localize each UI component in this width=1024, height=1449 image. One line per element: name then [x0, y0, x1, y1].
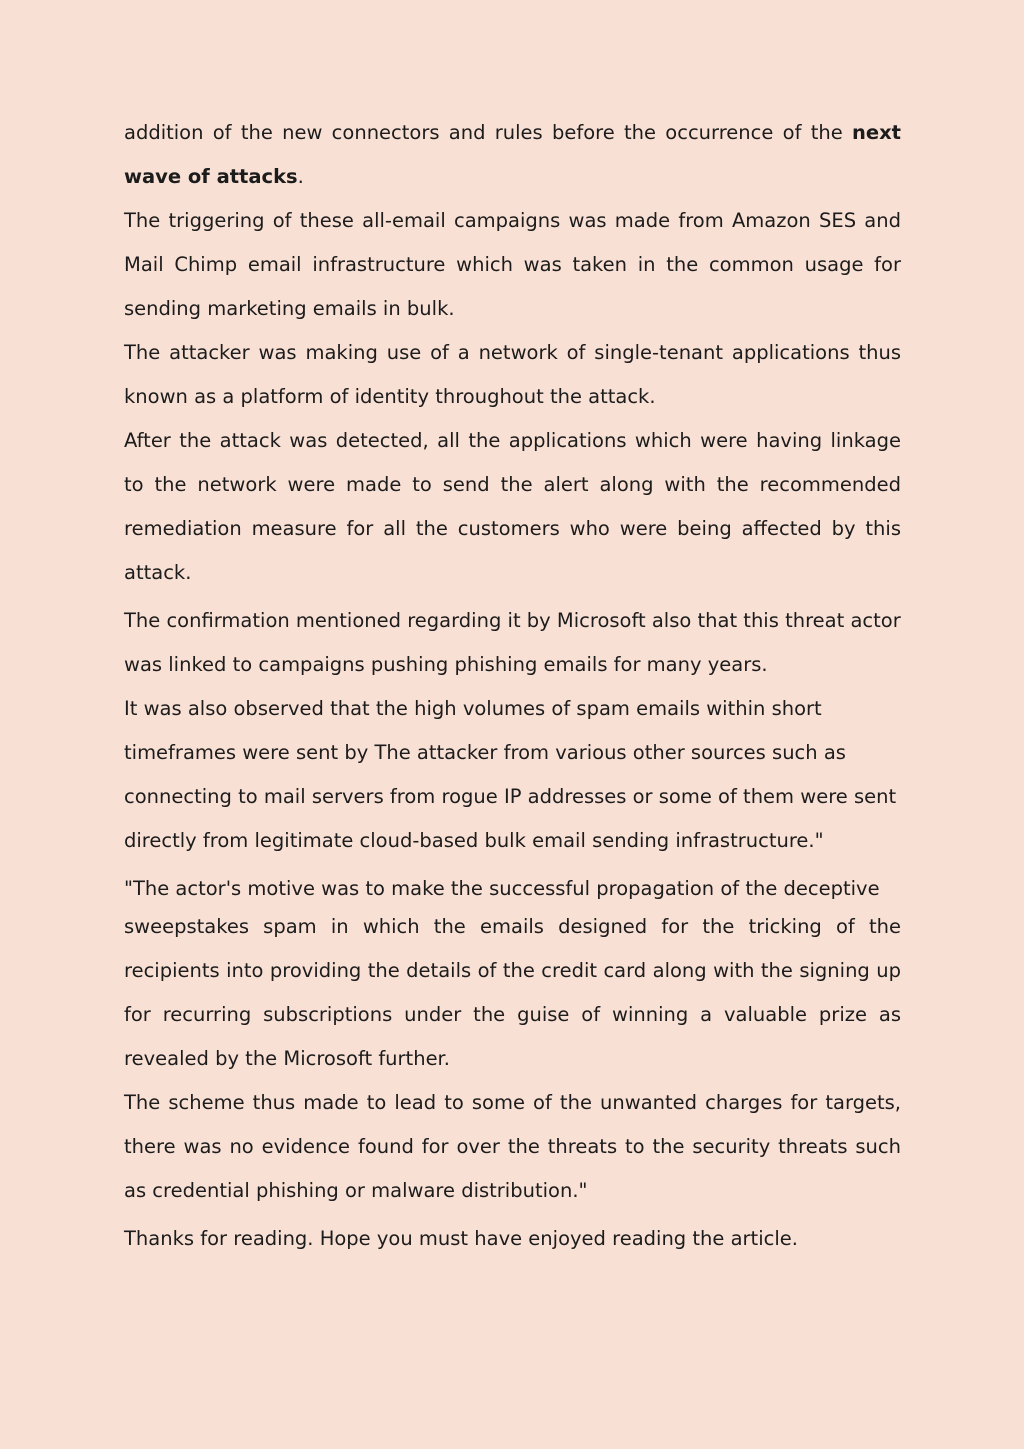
paragraph-1-bold: next wave of attacks [124, 121, 901, 188]
paragraph-8: The scheme thus made to lead to some of the unwanted charges for targets, there was no evidence found for over the threats to the security threats such as credential phishing or malware distribution." [124, 1091, 901, 1202]
paragraph-2: The triggering of these all-email campaigns was made from Amazon SES and Mail Chimp email infrastructure which was taken in the common usage for sending marketing emails in bulk. [124, 209, 901, 320]
paragraph-4: After the attack was detected, all the applications which were having linkage to the network were made to send the alert along with the recommended remediation measure for all the customers who were being affected by this attack. [124, 429, 901, 584]
paragraph-1-end: . [297, 165, 304, 188]
paragraph-9: Thanks for reading. Hope you must have enjoyed reading the article. [124, 1227, 798, 1250]
paragraph-6: It was also observed that the high volumes of spam emails within short timeframes were sent by The attacker from various other sources such as connecting to mail servers from rogue IP addresses or some of them were sent directly from legitimate cloud-based bulk email sending infrastructure." [124, 697, 897, 852]
paragraph-1 [124, 111, 901, 199]
paragraph-7-line-1: "The actor's motive was to make the successful propagation of the deceptive [124, 877, 880, 900]
paragraph-7: sweepstakes spam in which the emails designed for the tricking of the recipients into providing the details of the credit card along with the signing up for recurring subscriptions under the guise of winning a valuable prize as revealed by the Microsoft further. [124, 915, 901, 1070]
paragraph-1-text: addition of the new connectors and rules before the occurrence of the [124, 121, 852, 144]
document-body [124, 111, 901, 1261]
paragraph-5: The confirmation mentioned regarding it by Microsoft also that this threat actor was linked to campaigns pushing phishing emails for many years. [124, 609, 901, 676]
paragraph-3: The attacker was making use of a network of single-tenant applications thus known as a platform of identity throughout the attack. [124, 341, 901, 408]
